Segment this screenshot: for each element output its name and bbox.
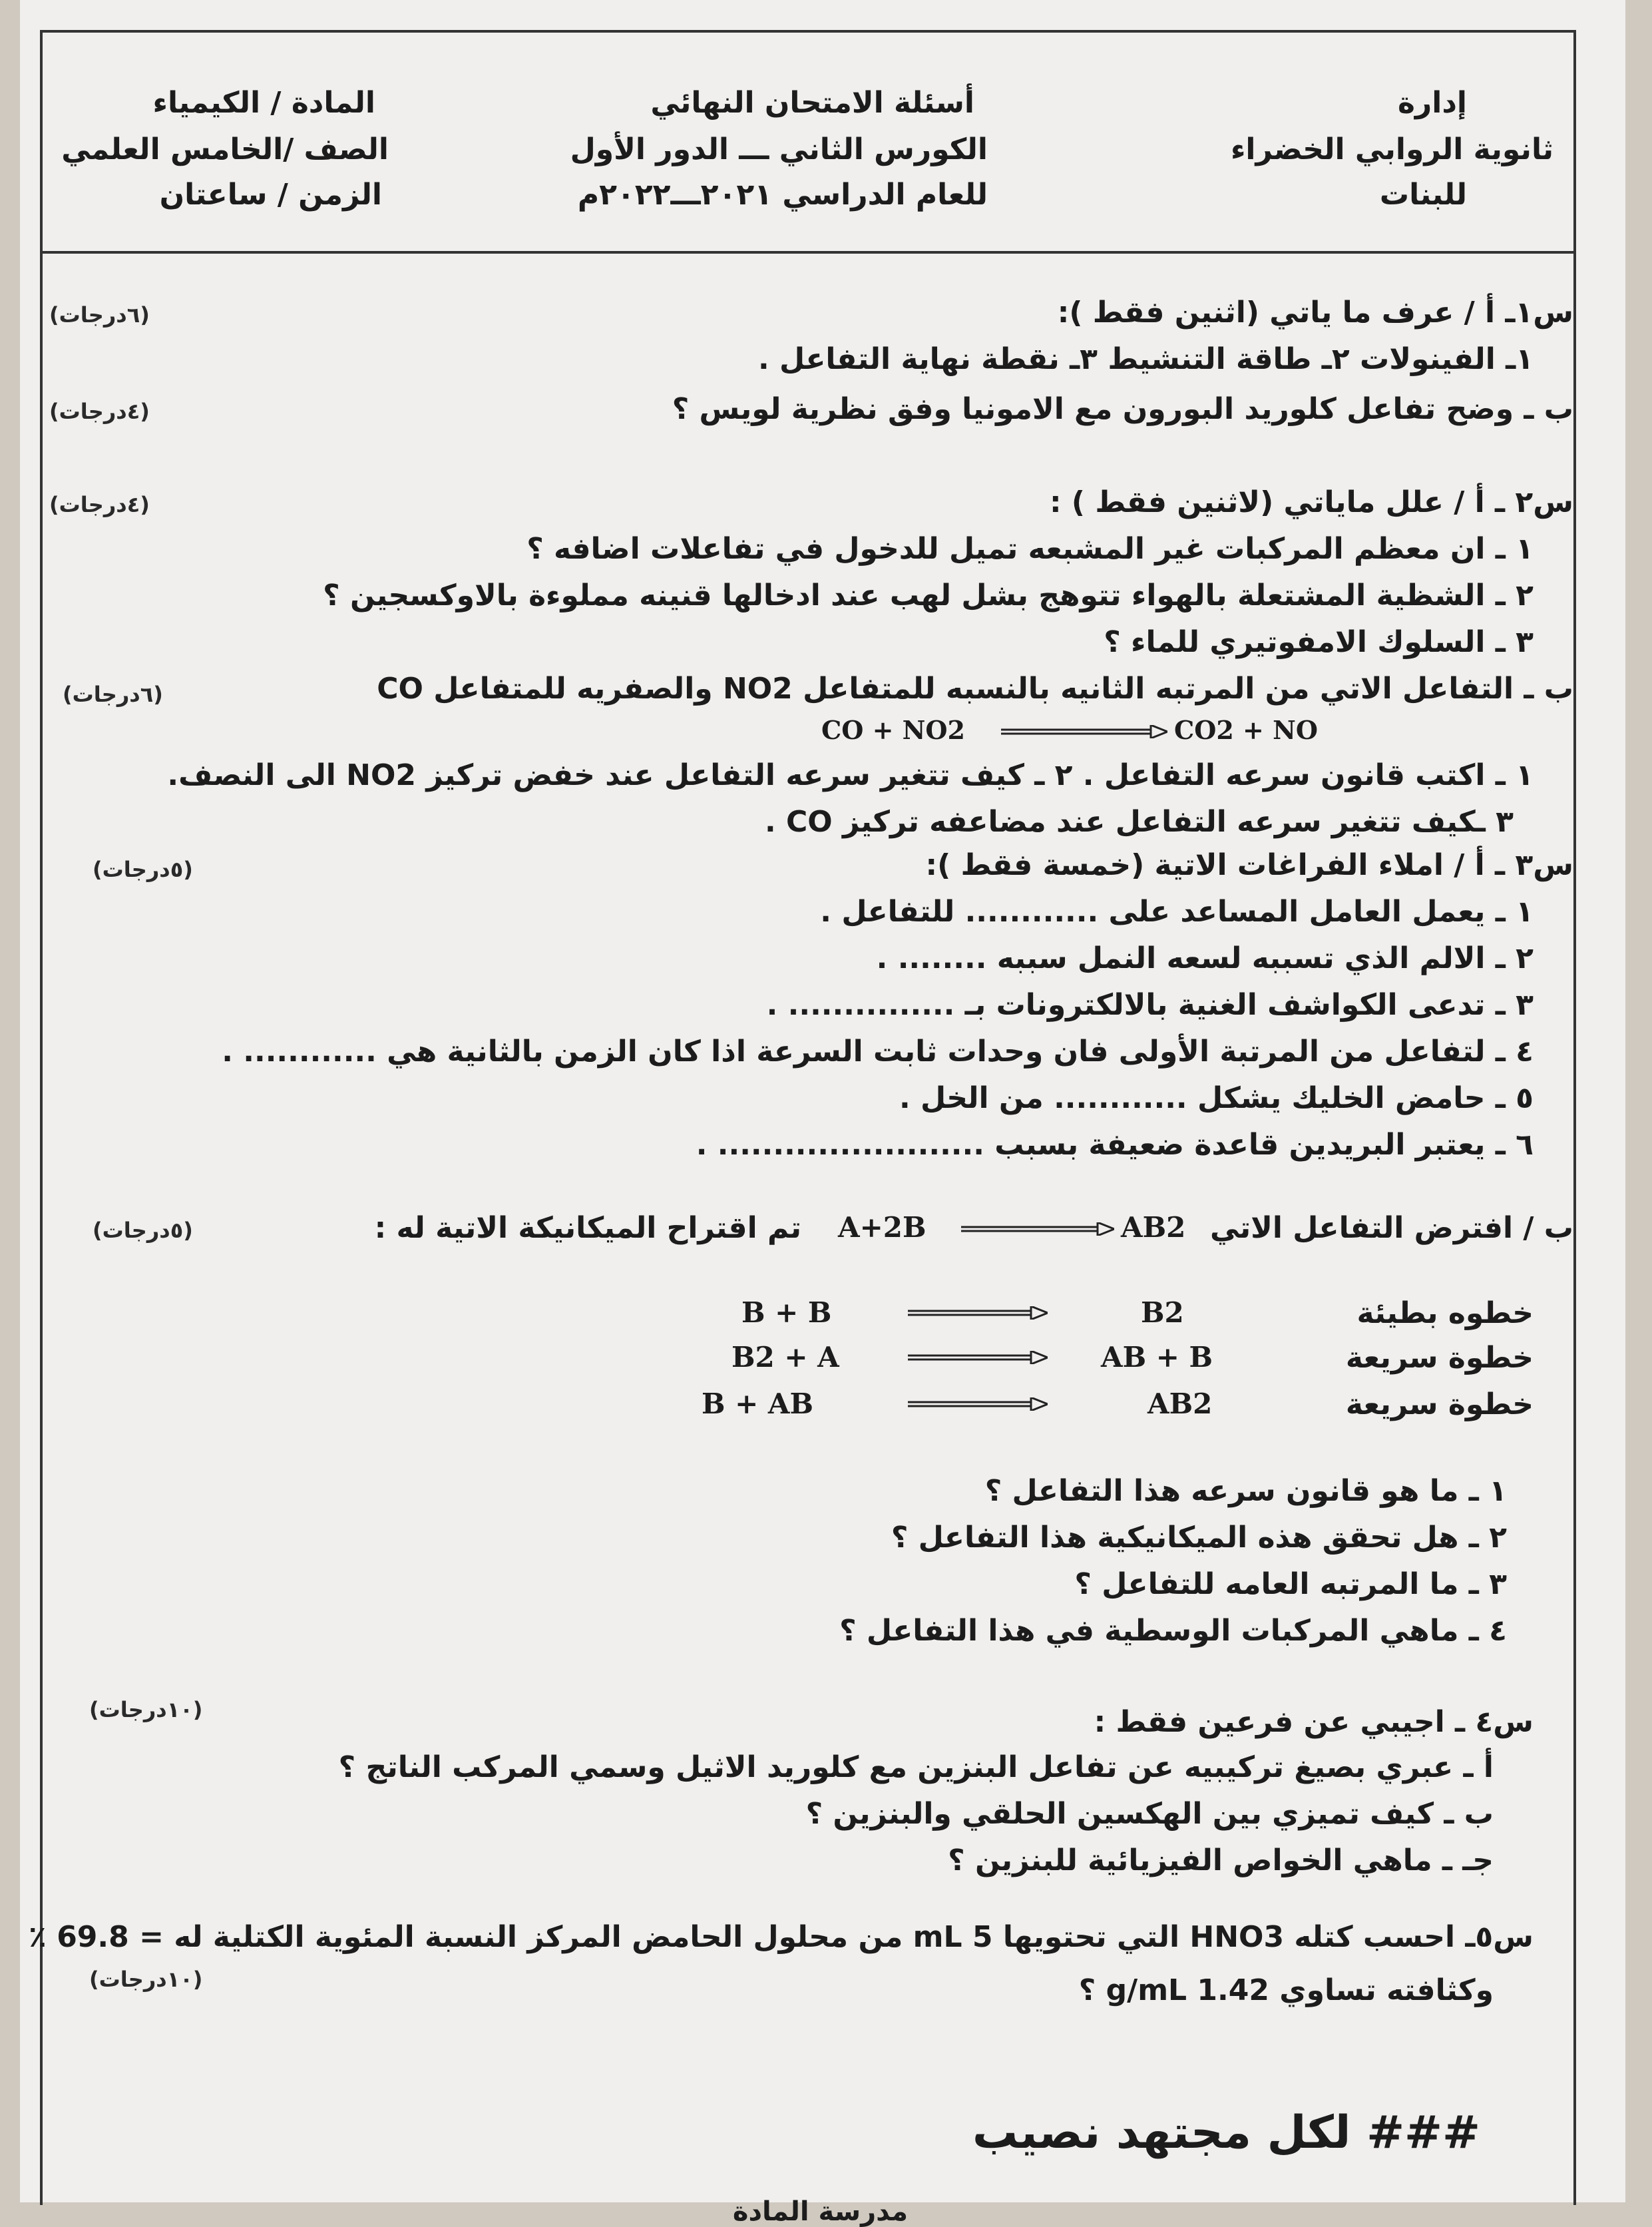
q3-b-item: ٣ ـ ما المرتبه العامه للتفاعل ؟ — [1074, 1567, 1507, 1601]
mechanism-step-arrow — [908, 1351, 1048, 1360]
q2-a-item: ٢ ـ الشظية المشتعلة بالهواء تتوهج بشل لهب عند ادخالها قنينه مملوءة بالاوكسجين ؟ — [323, 579, 1534, 613]
q2-a-title: س٢ ـ أ / علل ماياتي (لاثنين فقط ) : — [1050, 485, 1573, 519]
mechanism-step-arrow — [908, 1306, 1048, 1316]
q3-b-reactants: A+2B — [838, 1211, 927, 1244]
q3-a-marks: (٥درجات) — [93, 857, 193, 882]
q3-b-marks: (٥درجات) — [93, 1218, 193, 1243]
q2-equation-left: CO + NO2 — [821, 715, 965, 745]
q3-a-item: ٥ ـ حامض الخليك يشكل ............ من الخل . — [899, 1081, 1534, 1115]
admin-label: إدارة — [1397, 86, 1467, 120]
mechanism-step-right: AB2 — [1147, 1387, 1213, 1420]
q3-b-item: ١ ـ ما هو قانون سرعه هذا التفاعل ؟ — [984, 1474, 1507, 1508]
q2-equation-right: CO2 + NO — [1174, 715, 1318, 745]
q1-b-marks: (٤درجات) — [49, 399, 150, 424]
q3-b-item: ٤ ـ ماهي المركبات الوسطية في هذا التفاعل ؟ — [839, 1614, 1507, 1648]
q2-b-marks: (٦درجات) — [63, 682, 163, 707]
mechanism-step-arrow — [908, 1397, 1048, 1407]
q1-a-marks: (٦درجات) — [49, 302, 150, 328]
mechanism-step-right: B2 — [1141, 1296, 1184, 1329]
teacher-signature: مدرسة المادة — [732, 2196, 908, 2227]
duration-label: الزمن / ساعتان — [159, 178, 382, 212]
exam-title: أسئلة الامتحان النهائي — [650, 86, 974, 120]
q3-a-item: ٤ ـ لتفاعل من المرتبة الأولى فان وحدات ثابت السرعة اذا كان الزمن بالثانية هي ............ . — [222, 1035, 1534, 1069]
school-type: للبنات — [1379, 178, 1467, 212]
q4-item: ب ـ كيف تميزي بين الهكسين الحلقي والبنزين ؟ — [805, 1797, 1494, 1831]
subject-label: المادة / الكيمياء — [152, 86, 375, 120]
q4-item: أ ـ عبري بصيغ تركيبيه عن تفاعل البنزين مع كلوريد الاثيل وسمي المركب الناتج ؟ — [338, 1750, 1494, 1784]
q3-a-title: س٣ ـ أ / املاء الفراغات الاتية (خمسة فقط ): — [925, 848, 1573, 882]
q2-equation-arrow — [1001, 725, 1167, 734]
exam-sheet — [29, 30, 1576, 2227]
mechanism-step-left: B2 + A — [731, 1341, 839, 1373]
q3-b-item: ٢ ـ هل تحقق هذه الميكانيكية هذا التفاعل ؟ — [891, 1521, 1507, 1555]
q2-a-item: ١ ـ ان معظم المركبات غير المشبعه تميل للدخول في تفاعلات اضافه ؟ — [526, 532, 1534, 566]
q3-a-item: ٦ ـ يعتبر البريدين قاعدة ضعيفة بسبب ........................ . — [696, 1128, 1534, 1162]
q3-b-lead: ب / افترض التفاعل الاتي — [1210, 1211, 1573, 1245]
exam-header — [43, 33, 1573, 254]
q4-marks: (١٠درجات) — [89, 1697, 203, 1722]
mechanism-step-label: خطوة سريعة — [1345, 1341, 1534, 1375]
school-name: ثانوية الروابي الخضراء — [1230, 132, 1553, 166]
q2-a-item: ٣ ـ السلوك الامفوتيري للماء ؟ — [1104, 625, 1534, 659]
exam-year: للعام الدراسي ٢٠٢١ـــ٢٠٢٢م — [577, 178, 988, 212]
q5-line1: س٥ـ احسب كتله HNO3 التي تحتويها 5 mL من محلول الحامض المركز النسبة المئوية الكتلية له = 69.8 ٪ — [29, 1920, 1534, 1954]
exam-paper — [20, 0, 1625, 2227]
q2-b-item: ١ ـ اكتب قانون سرعه التفاعل . ٢ ـ كيف تتغير سرعه التفاعل عند خفض تركيز NO2 الى النصف. — [167, 758, 1534, 792]
mechanism-step-left: B + B — [741, 1296, 832, 1329]
q3-a-item: ٢ ـ الالم الذي تسببه لسعه النمل سببه ........ . — [876, 941, 1534, 975]
q1-b-title: ب ـ وضح تفاعل كلوريد البورون مع الامونيا وفق نظرية لويس ؟ — [672, 392, 1573, 426]
q5-line2: وكثافته تساوي 1.42 g/mL ؟ — [1078, 1973, 1494, 2007]
q5-marks: (١٠درجات) — [89, 1967, 203, 1992]
q4-item: جـ ـ ماهي الخواص الفيزيائية للبنزين ؟ — [948, 1844, 1494, 1877]
q4-title: س٤ ـ اجيبي عن فرعين فقط : — [1094, 1705, 1534, 1739]
mechanism-step-left: B + AB — [702, 1387, 814, 1420]
q3-b-arrow — [961, 1222, 1114, 1232]
q3-b-tail: تم اقتراح الميكانيكة الاتية له : — [374, 1211, 801, 1245]
grade-label: الصف /الخامس العلمي — [61, 132, 389, 166]
mechanism-step-label: خطوة سريعة — [1345, 1387, 1534, 1421]
q2-b-item: ٣ ـكيف تتغير سرعه التفاعل عند مضاعفه تركيز CO . — [764, 805, 1514, 839]
q3-b-product: AB2 — [1121, 1211, 1186, 1244]
q2-b-title: ب ـ التفاعل الاتي من المرتبه الثانيه بالنسبه للمتفاعل NO2 والصفريه للمتفاعل CO — [377, 672, 1573, 706]
closing-motto: ### لكل مجتهد نصيب — [972, 2106, 1480, 2159]
exam-course: الكورس الثاني ـــ الدور الأول — [570, 132, 988, 166]
mechanism-step-label: خطوه بطيئة — [1356, 1296, 1534, 1330]
q3-a-item: ٣ ـ تدعى الكواشف الغنية بالالكترونات بـ ............... . — [766, 988, 1534, 1022]
q3-a-item: ١ ـ يعمل العامل المساعد على ............ للتفاعل . — [820, 895, 1534, 929]
q1-a-title: س١ـ أ / عرف ما ياتي (اثنين فقط ): — [1057, 296, 1573, 330]
q1-a-items: ١ـ الفينولات ٢ـ طاقة التنشيط ٣ـ نقطة نهاية التفاعل . — [758, 342, 1534, 376]
q2-a-marks: (٤درجات) — [49, 492, 150, 517]
mechanism-step-right: AB + B — [1101, 1341, 1213, 1373]
